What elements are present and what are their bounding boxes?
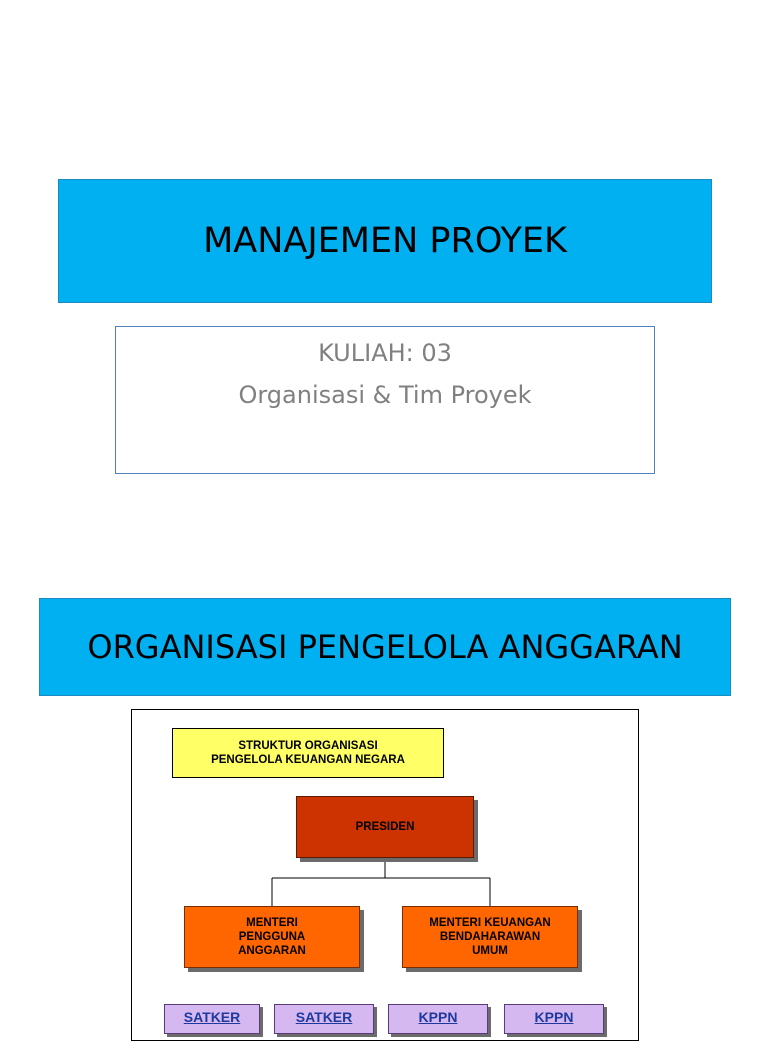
node-left-line-1: MENTERI <box>246 917 298 929</box>
node-left-line-3: ANGGARAN <box>238 945 306 957</box>
node-left-line-2: PENGGUNA <box>238 931 306 943</box>
node-satker-1-label[interactable]: SATKER <box>183 1009 241 1025</box>
node-menteri-keuangan <box>402 906 578 968</box>
node-kppn-1-label[interactable]: KPPN <box>418 1009 458 1025</box>
node-presiden-label: PRESIDEN <box>355 821 415 833</box>
node-kppn-1[interactable] <box>388 1004 488 1034</box>
chart-heading-line-2: PENGELOLA KEUANGAN NEGARA <box>211 754 405 766</box>
org-chart-figure <box>131 709 639 1041</box>
subtitle-box <box>115 326 655 474</box>
node-right-line-1: MENTERI KEUANGAN <box>429 917 551 929</box>
node-right-line-3: UMUM <box>472 945 508 957</box>
chart-heading-line-1: STRUKTUR ORGANISASI <box>238 740 378 752</box>
section-title-banner <box>39 598 731 696</box>
node-kppn-2[interactable] <box>504 1004 604 1034</box>
lecture-number: KULIAH: 03 <box>318 339 452 367</box>
org-chart-heading <box>172 728 444 778</box>
lecture-topic: Organisasi & Tim Proyek <box>238 381 532 409</box>
node-satker-1[interactable] <box>164 1004 260 1034</box>
section-title: ORGANISASI PENGELOLA ANGGARAN <box>87 628 683 666</box>
slide-title-banner <box>58 179 712 303</box>
node-satker-2-label[interactable]: SATKER <box>295 1009 353 1025</box>
node-kppn-2-label[interactable]: KPPN <box>534 1009 574 1025</box>
node-satker-2[interactable] <box>274 1004 374 1034</box>
node-presiden <box>296 796 474 858</box>
node-right-line-2: BENDAHARAWAN <box>439 931 541 943</box>
node-menteri-pengguna-anggaran <box>184 906 360 968</box>
slide-title: MANAJEMEN PROYEK <box>203 221 567 261</box>
